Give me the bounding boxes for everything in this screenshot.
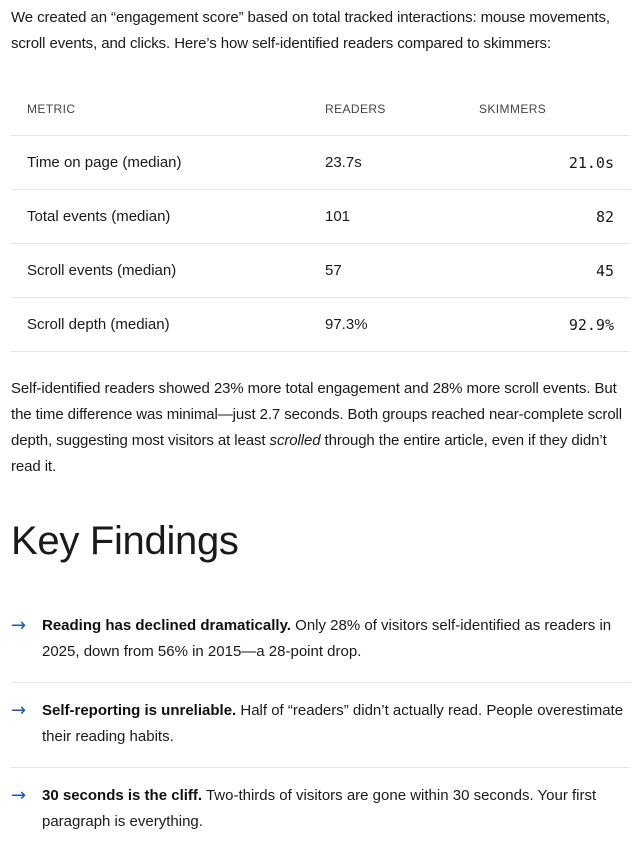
table-row	[11, 298, 630, 352]
finding-text	[42, 783, 630, 835]
finding-title: Reading has declined dramatically.	[42, 617, 291, 634]
analysis-text-end: through the entire article, even if they didn’t read it.	[11, 432, 607, 475]
emphasis-scrolled: scrolled	[269, 432, 321, 449]
list-item	[11, 780, 630, 852]
key-findings-list	[11, 610, 630, 852]
arrow-right-icon: →	[11, 785, 27, 806]
intro-paragraph: We created an “engagement score” based on total tracked interactions: mouse movements, scroll events, and clicks. Here’s how self-identified readers compared to skimmers:	[11, 9, 610, 52]
finding-body: Two-thirds of visitors are gone within 30 seconds. Your first paragraph is everything.	[42, 787, 597, 830]
metric-cell: Time on page (median)	[11, 136, 325, 190]
readers-cell: 97.3%	[325, 298, 479, 352]
table-row	[11, 136, 630, 190]
arrow-right-icon: →	[11, 700, 27, 721]
column-header-skimmers: SKIMMERS	[479, 83, 630, 136]
column-header-metric: METRIC	[11, 83, 325, 136]
finding-title: 30 seconds is the cliff.	[42, 787, 203, 804]
skimmers-cell: 82	[479, 190, 630, 244]
finding-body: Half of “readers” didn’t actually read. People overestimate their reading habits.	[42, 702, 624, 745]
skimmers-cell: 92.9%	[479, 298, 630, 352]
section-heading-key-findings: Key Findings	[11, 519, 239, 563]
metric-cell: Total events (median)	[11, 190, 325, 244]
article-content	[11, 0, 630, 864]
finding-text	[42, 698, 630, 750]
finding-title: Self-reporting is unreliable.	[42, 702, 237, 719]
table-row	[11, 190, 630, 244]
finding-text	[42, 613, 630, 665]
finding-body: Only 28% of visitors self-identified as readers in 2025, down from 56% in 2015—a 28-point drop.	[42, 617, 612, 660]
skimmers-cell: 45	[479, 244, 630, 298]
list-item	[11, 610, 630, 683]
column-header-readers: READERS	[325, 83, 479, 136]
analysis-paragraph	[11, 376, 630, 480]
readers-cell: 23.7s	[325, 136, 479, 190]
engagement-table	[11, 83, 630, 352]
metric-cell: Scroll events (median)	[11, 244, 325, 298]
skimmers-cell: 21.0s	[479, 136, 630, 190]
analysis-text-start: Self-identified readers showed 23% more total engagement and 28% more scroll events. But the time difference was minimal—just 2.7 seconds. Both groups reached near-complete scroll depth, suggesting most visitors at least	[11, 380, 623, 449]
list-item	[11, 695, 630, 768]
readers-cell: 101	[325, 190, 479, 244]
metric-cell: Scroll depth (median)	[11, 298, 325, 352]
arrow-right-icon: →	[11, 615, 27, 636]
table-row	[11, 244, 630, 298]
readers-cell: 57	[325, 244, 479, 298]
table-header-row	[11, 83, 630, 136]
